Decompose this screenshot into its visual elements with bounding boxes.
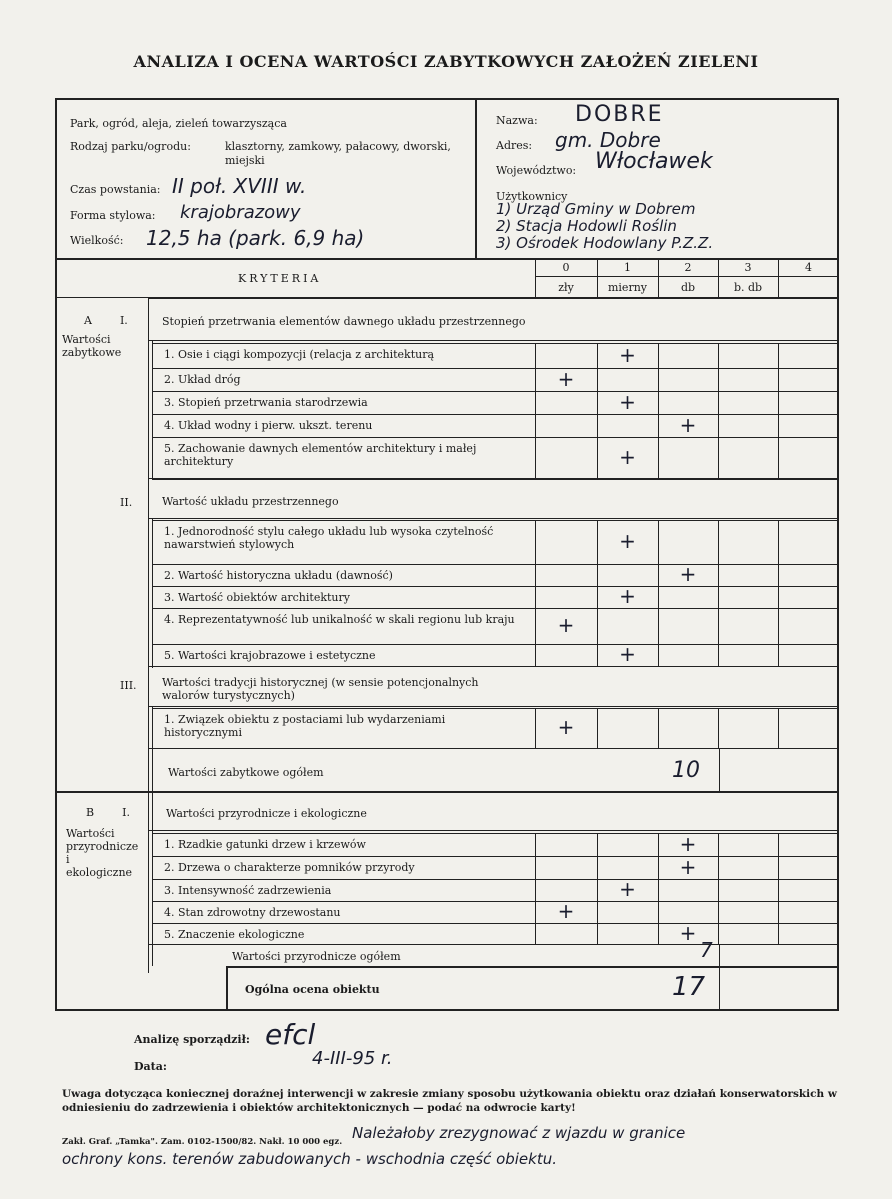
item-box-left — [152, 340, 153, 480]
score-col-line — [658, 414, 659, 437]
score-col-line — [718, 414, 719, 437]
group-b1-title: Wartości przyrodnicze i ekologiczne — [166, 807, 367, 820]
time-value: II poł. XVIII w. — [172, 174, 307, 198]
score-col-line — [597, 708, 598, 748]
score-col-line — [718, 564, 719, 586]
overall-value-divider — [719, 966, 720, 1011]
criterion-row: 3. Stopień przetrwania starodrzewia — [164, 396, 368, 409]
score-col-line — [718, 901, 719, 923]
section-a-total-label: Wartości zabytkowe ogółem — [168, 766, 324, 779]
criteria-label: KRYTERIA — [238, 272, 322, 285]
total-col-line — [719, 748, 720, 792]
score-col-line — [597, 901, 598, 923]
score-col-line — [778, 856, 779, 879]
section-a-name: Wartości zabytkowe — [62, 333, 122, 359]
score-col-line — [535, 437, 536, 479]
score-col-line — [597, 856, 598, 879]
section-b-total-label: Wartości przyrodnicze ogółem — [232, 950, 401, 963]
grade-header-1: mierny — [607, 281, 647, 294]
score-col-line — [597, 343, 598, 368]
criterion-row: 2. Drzewa o charakterze pomników przyrody — [164, 861, 415, 874]
score-col-line — [658, 833, 659, 856]
user-2: 2) Stacja Hodowli Roślin — [496, 217, 677, 235]
score-col-line — [718, 923, 719, 944]
row-line — [152, 666, 839, 667]
score-mark: + — [619, 877, 636, 901]
row-line — [152, 879, 839, 880]
row-line — [148, 792, 839, 793]
score-col-line — [658, 901, 659, 923]
criterion-row: 4. Układ wodny i pierw. ukszt. terenu — [164, 419, 373, 432]
type-line: Park, ogród, aleja, zieleń towarzysząca — [70, 117, 287, 130]
score-col-line — [597, 644, 598, 666]
score-col-line — [658, 368, 659, 391]
left-column-line — [148, 298, 149, 973]
score-col-line — [658, 856, 659, 879]
criterion-row: 3. Wartość obiektów architektury — [164, 591, 350, 604]
score-col-line — [535, 343, 536, 368]
score-col-line — [597, 414, 598, 437]
row-line — [152, 479, 839, 480]
row-line — [152, 856, 839, 857]
score-col-line — [658, 644, 659, 666]
score-col-line — [535, 644, 536, 666]
row-line — [152, 520, 839, 521]
section-a-roman: I. — [119, 314, 128, 327]
section-a-total-value: 10 — [672, 758, 700, 783]
item-box-left — [152, 518, 153, 668]
score-col-line — [535, 708, 536, 748]
overall-left-line — [226, 966, 228, 1011]
score-header-3: 3 — [744, 261, 752, 274]
info-bottom-line — [55, 258, 839, 260]
criterion-row: 4. Stan zdrowotny drzewostanu — [164, 906, 341, 919]
criterion-row: 1. Związek obiektu z postaciami lub wydarzeniami historycznymi — [164, 713, 446, 739]
header-col-line — [535, 258, 536, 298]
score-col-line — [778, 708, 779, 748]
header-col-line — [658, 258, 659, 298]
row-line — [152, 923, 839, 924]
row-line — [152, 586, 839, 587]
score-col-line — [778, 586, 779, 608]
row-line — [148, 830, 839, 831]
handwritten-note-2: ochrony kons. terenów zabudowanych - wschodnia część obiektu. — [62, 1150, 557, 1168]
criterion-row: 5. Zachowanie dawnych elementów architektury i małej architektury — [164, 442, 477, 468]
score-col-line — [658, 879, 659, 901]
section-b-letter — [86, 806, 130, 819]
score-col-line — [718, 608, 719, 644]
handwritten-note-1: Należałoby zrezygnować z wjazdu w granice — [352, 1124, 686, 1142]
print-info: Zakł. Graf. „Tamka". Zam. 0102-1500/82. Nakł. 10 000 egz. — [62, 1137, 343, 1147]
total-col-line — [719, 944, 720, 966]
size-label: Wielkość: — [70, 234, 124, 247]
score-mark: + — [679, 920, 697, 945]
criterion-row: 2. Układ dróg — [164, 373, 241, 386]
date-value: 4-III-95 r. — [312, 1048, 393, 1069]
score-col-line — [658, 391, 659, 414]
score-col-line — [597, 520, 598, 564]
grade-header-2: db — [680, 281, 696, 294]
score-mark: + — [619, 529, 636, 553]
overall-top-line — [226, 966, 839, 968]
score-col-line — [597, 923, 598, 944]
score-col-line — [658, 608, 659, 644]
users-label: Użytkownicy — [496, 190, 568, 203]
size-value: 12,5 ha (park. 6,9 ha) — [146, 226, 365, 250]
score-mark: + — [619, 445, 636, 469]
row-line — [152, 833, 839, 834]
score-col-line — [718, 343, 719, 368]
score-mark: + — [619, 642, 636, 666]
score-col-line — [535, 564, 536, 586]
score-mark: + — [619, 342, 636, 367]
criterion-row: 5. Wartości krajobrazowe i estetyczne — [164, 649, 376, 662]
score-mark: + — [679, 562, 697, 586]
info-divider — [475, 98, 477, 260]
score-col-line — [597, 437, 598, 479]
score-mark: + — [679, 831, 697, 856]
row-line — [152, 414, 839, 415]
name-label: Nazwa: — [496, 114, 538, 127]
score-col-line — [535, 608, 536, 644]
score-header-2: 2 — [684, 261, 692, 274]
grade-header-0: zły — [558, 281, 574, 294]
row-line — [152, 368, 839, 369]
score-col-line — [658, 564, 659, 586]
kind-label: Rodzaj parku/ogrodu: — [70, 140, 191, 153]
section-a-letter — [84, 314, 128, 327]
score-header-0: 0 — [562, 261, 570, 274]
score-col-line — [718, 368, 719, 391]
score-col-line — [718, 437, 719, 479]
name-value: DOBRE — [575, 102, 664, 127]
score-col-line — [597, 368, 598, 391]
score-col-line — [597, 391, 598, 414]
score-col-line — [535, 414, 536, 437]
score-col-line — [718, 391, 719, 414]
score-col-line — [597, 564, 598, 586]
section-a-letter-text: A — [84, 314, 92, 327]
group-a2-title: Wartość układu przestrzennego — [162, 495, 339, 508]
kind-values: klasztorny, zamkowy, pałacowy, dworski, — [225, 140, 451, 153]
score-mark: + — [557, 366, 575, 391]
criterion-row: 5. Znaczenie ekologiczne — [164, 928, 305, 941]
score-col-line — [597, 586, 598, 608]
group-a3-title: Wartości tradycji historycznej (w sensie potencjonalnych walorów turystycznych) — [162, 676, 479, 702]
user-3: 3) Ośrodek Hodowlany P.Z.Z. — [496, 234, 714, 252]
score-col-line — [597, 879, 598, 901]
score-mark: + — [679, 854, 697, 879]
voivodeship-value: Włocławek — [595, 149, 713, 174]
criterion-row: 1. Jednorodność stylu całego układu lub wysoka czytelność nawarstwień stylowych — [164, 525, 494, 551]
criterion-row: 3. Intensywność zadrzewienia — [164, 884, 332, 897]
score-col-line — [658, 923, 659, 944]
score-col-line — [778, 564, 779, 586]
score-col-line — [778, 437, 779, 479]
score-col-line — [718, 586, 719, 608]
row-line — [152, 437, 839, 438]
date-label: Data: — [134, 1060, 167, 1073]
score-col-line — [718, 833, 719, 856]
score-col-line — [535, 368, 536, 391]
score-col-line — [658, 708, 659, 748]
style-value: krajobrazowy — [180, 202, 301, 223]
score-col-line — [718, 856, 719, 879]
score-mark: + — [557, 613, 575, 637]
group-a1-title: Stopień przetrwania elementów dawnego układu przestrzennego — [162, 315, 526, 328]
row-line — [148, 298, 839, 299]
score-col-line — [597, 833, 598, 856]
header-col-line — [597, 258, 598, 298]
score-col-line — [718, 879, 719, 901]
intervention-note: Uwaga dotycząca koniecznej doraźnej interwencji w zakresie zmiany sposobu użytkowania obiektu oraz działań konserwatorskich w odniesieniu do zadrzewienia i obiektów architektonicznych — podać na odwrocie karty! — [62, 1088, 837, 1114]
section-a-group3-roman: III. — [120, 679, 137, 692]
score-col-line — [778, 833, 779, 856]
score-mark: + — [619, 389, 636, 414]
score-col-line — [597, 608, 598, 644]
score-col-line — [658, 520, 659, 564]
overall-value: 17 — [672, 972, 706, 1002]
voivodeship-label: Województwo: — [496, 164, 577, 177]
score-col-line — [718, 644, 719, 666]
row-line — [148, 340, 839, 341]
kind-values-2: miejski — [225, 154, 265, 167]
form-title: ANALIZA I OCENA WARTOŚCI ZABYTKOWYCH ZAŁOŻEŃ ZIELENI — [133, 52, 759, 71]
row-line — [152, 748, 839, 749]
score-col-line — [778, 414, 779, 437]
score-col-line — [778, 879, 779, 901]
row-line — [152, 644, 839, 645]
address-value: gm. Dobre — [555, 128, 661, 152]
prepared-label: Analizę sporządził: — [134, 1033, 250, 1046]
style-label: Forma stylowa: — [70, 209, 156, 222]
grade-header-3: b. db — [733, 281, 763, 294]
section-a-group2-roman: II. — [120, 496, 133, 509]
score-col-line — [658, 586, 659, 608]
score-col-line — [778, 368, 779, 391]
row-line — [152, 564, 839, 565]
score-header-4: 4 — [805, 261, 812, 274]
section-b-total-value: 7 — [700, 938, 713, 962]
score-col-line — [718, 708, 719, 748]
criterion-row: 1. Osie i ciągi kompozycji (relacja z architekturą — [164, 348, 435, 361]
score-col-line — [535, 879, 536, 901]
row-line — [152, 391, 839, 392]
header-mid-line — [535, 276, 839, 277]
address-label: Adres: — [496, 139, 533, 152]
criterion-row: 2. Wartość historyczna układu (dawność) — [164, 569, 393, 582]
row-line — [148, 706, 839, 707]
score-col-line — [535, 520, 536, 564]
row-line — [152, 708, 839, 709]
user-1: 1) Urząd Gminy w Dobrem — [496, 200, 696, 218]
row-line — [152, 944, 839, 945]
score-col-line — [778, 391, 779, 414]
score-col-line — [778, 901, 779, 923]
criterion-row: 1. Rzadkie gatunki drzew i krzewów — [164, 838, 366, 851]
header-col-line — [778, 258, 779, 298]
item-box-left — [152, 706, 153, 966]
section-b-letter-text: B — [86, 806, 95, 819]
criterion-row: 4. Reprezentatywność lub unikalność w skali regionu lub kraju — [164, 613, 515, 626]
score-header-1: 1 — [624, 261, 631, 274]
row-line — [152, 343, 839, 344]
score-col-line — [535, 901, 536, 923]
score-mark: + — [619, 584, 636, 608]
time-label: Czas powstania: — [70, 183, 161, 196]
score-col-line — [718, 520, 719, 564]
score-col-line — [658, 437, 659, 479]
score-col-line — [778, 520, 779, 564]
score-mark: + — [557, 899, 575, 923]
row-line — [152, 608, 839, 609]
score-col-line — [535, 923, 536, 944]
score-col-line — [778, 644, 779, 666]
score-col-line — [778, 923, 779, 944]
score-mark: + — [557, 715, 575, 739]
row-line — [152, 901, 839, 902]
score-col-line — [535, 391, 536, 414]
section-b-roman: I. — [122, 806, 130, 819]
header-col-line — [718, 258, 719, 298]
score-col-line — [778, 608, 779, 644]
overall-label: Ogólna ocena obiektu — [245, 983, 380, 996]
score-col-line — [778, 343, 779, 368]
score-mark: + — [679, 412, 697, 437]
score-col-line — [535, 586, 536, 608]
signature: efcl — [265, 1018, 316, 1051]
section-b-name: Wartości przyrodnicze i ekologiczne — [66, 827, 139, 879]
score-col-line — [535, 856, 536, 879]
row-line — [148, 518, 839, 519]
score-col-line — [658, 343, 659, 368]
score-col-line — [535, 833, 536, 856]
